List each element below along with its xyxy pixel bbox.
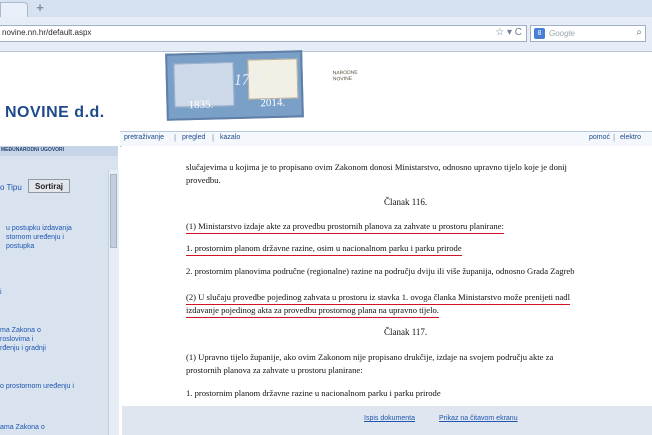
bookmark-reload-icons[interactable]: ☆ ▾ C xyxy=(495,27,522,38)
tab-bar xyxy=(0,0,652,17)
menu-help[interactable]: pomoć xyxy=(589,134,611,141)
sidebar-scrollbar[interactable] xyxy=(108,170,119,435)
banner-number: 179 xyxy=(233,71,259,90)
navigation-toolbar xyxy=(0,17,652,52)
menu-electronic[interactable]: elektro xyxy=(620,134,642,141)
doc-line: 1. prostornim planom državne razine, osim u nacionalnom parku i parku prirode xyxy=(186,241,462,256)
doc-line: izdavanje pojedinog akta za provedbu prostornog plana na upravno tijelo. xyxy=(186,303,439,318)
doc-line: (1) Ministarstvo izdaje akte za provedbu prostornih planova za zahvate u prostoru planirane: xyxy=(186,219,504,234)
sidebar-item[interactable]: u postupku izdavanja stornom uređenju i postupka xyxy=(6,225,72,250)
sidebar-item[interactable]: o prostornom uređenju i xyxy=(0,383,74,390)
doc-line: 2. prostornim planovima područne (regionalne) razine na području dviju ili više županija, odnosno Grada Zagreb xyxy=(186,266,575,276)
sidebar-item[interactable]: ma Zakona o roslovima i rđenju i gradnji xyxy=(0,327,46,352)
address-url: novine.nn.hr/default.aspx xyxy=(2,28,92,37)
menu-separator: | xyxy=(174,133,177,142)
search-placeholder: Google xyxy=(549,29,575,38)
sort-button[interactable]: Sortiraj xyxy=(28,179,70,193)
site-logo[interactable]: NOVINE d.d. xyxy=(5,104,105,121)
fullscreen-link[interactable]: Prikaz na čitavom ekranu xyxy=(439,415,518,422)
google-icon[interactable]: 8 xyxy=(534,28,545,39)
anniversary-banner xyxy=(165,50,358,121)
banner-right-title: NARODNE NOVINE xyxy=(332,69,358,83)
search-icon[interactable]: ⌕ xyxy=(636,27,642,38)
sidebar-item[interactable]: i xyxy=(0,289,2,296)
search-box[interactable] xyxy=(530,25,646,42)
menu-overview[interactable]: pregled xyxy=(182,134,206,141)
menu-index[interactable]: kazalo xyxy=(220,134,241,141)
sort-label: o Tipu xyxy=(0,183,22,192)
sidebar-item[interactable]: ama Zakona o xyxy=(0,424,45,431)
banner-year-end: 2014. xyxy=(260,96,286,110)
doc-line: slučajevima u kojima je to propisano ovim Zakonom donosi Ministarstvo, odnosno upravno tijelo koje je donij xyxy=(186,162,567,172)
site-menu xyxy=(120,131,652,147)
address-bar[interactable] xyxy=(0,25,527,42)
menu-search[interactable]: pretraživanje xyxy=(124,134,165,141)
banner-year-start: 1835. xyxy=(188,98,214,112)
menu-separator: | xyxy=(212,133,215,142)
doc-line: provedbu. xyxy=(186,175,221,185)
browser-tab[interactable] xyxy=(0,2,28,18)
doc-line: 1. prostornim planom državne razine u nacionalnom parku i parku prirode xyxy=(186,388,441,398)
sidebar xyxy=(0,156,118,435)
print-link[interactable]: Ispis dokumenta xyxy=(364,415,415,422)
scrollbar-thumb[interactable] xyxy=(110,174,117,248)
new-tab-button[interactable]: + xyxy=(36,0,44,15)
menu-separator: | xyxy=(613,133,616,142)
doc-line: prostornih planova za zahvate u prostoru planirane: xyxy=(186,365,363,375)
document-footer xyxy=(122,406,652,435)
article-heading: Članak 116. xyxy=(384,197,428,207)
article-heading: Članak 117. xyxy=(384,327,428,337)
doc-line: (2) U slučaju provedbe pojedinog zahvata u prostoru iz stavka 1. ovoga članka Ministarstvo može prenijeti nadl xyxy=(186,290,570,305)
doc-line: (1) Upravno tijelo županije, ako ovim Zakonom nije propisano drukčije, izdaje na svojem području akte za xyxy=(186,352,554,362)
sidebar-header-label: MEĐUNARODNI UGOVORI xyxy=(1,147,65,153)
sidebar-header xyxy=(0,146,118,156)
